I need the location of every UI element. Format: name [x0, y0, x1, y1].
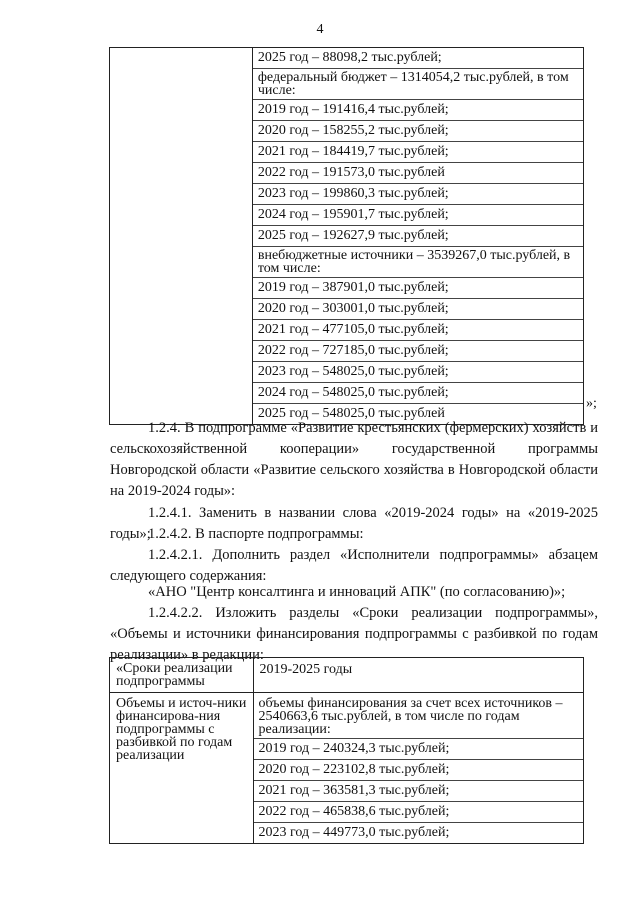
table-line: 2023 год – 548025,0 тыс.рублей;: [253, 362, 583, 383]
paragraph-1-2-4-2-1: 1.2.4.2.1. Дополнить раздел «Исполнители подпрограммы» абзацем следующего содержания:: [110, 547, 598, 584]
table-line: 2023 год – 449773,0 тыс.рублей;: [258, 825, 450, 840]
table-line: 2020 год – 158255,2 тыс.рублей;: [253, 121, 583, 142]
timeframe-label: «Сроки реализации подпрограммы: [116, 661, 233, 689]
timeframe-value: 2019-2025 годы: [259, 662, 353, 677]
paragraph-1-2-4-2-2: 1.2.4.2.2. Изложить разделы «Сроки реализации подпрограммы», «Объемы и источники финансирования подпрограммы с разбивкой по годам реализации» в редакции:: [110, 605, 598, 663]
table-line: 2021 год – 477105,0 тыс.рублей;: [253, 320, 583, 341]
subprogram-passport-table: [109, 657, 584, 844]
paragraph-quote: «АНО "Центр консалтинга и инноваций АПК" (по согласованию)»;: [148, 584, 566, 600]
table-line: федеральный бюджет – 1314054,2 тыс.рублей, в том числе:: [253, 69, 583, 100]
funding-label-cell: [110, 693, 254, 844]
funding-lines-cell: [252, 48, 583, 425]
timeframe-label-cell: [110, 658, 254, 693]
funding-table-continuation: [109, 47, 584, 425]
table-line: 2024 год – 195901,7 тыс.рублей;: [253, 205, 583, 226]
table-line: внебюджетные источники – 3539267,0 тыс.рублей, в том числе:: [253, 247, 583, 278]
page-number: 4: [316, 22, 324, 37]
table-line: 2019 год – 191416,4 тыс.рублей;: [253, 100, 583, 121]
table-line: 2021 год – 184419,7 тыс.рублей;: [253, 142, 583, 163]
table-line: 2022 год – 727185,0 тыс.рублей;: [253, 341, 583, 362]
table-line: 2022 год – 191573,0 тыс.рублей: [253, 163, 583, 184]
funding-values-cell: [253, 693, 584, 844]
table-line: 2019 год – 240324,3 тыс.рублей;: [254, 739, 584, 760]
paragraph-1-2-4-2: 1.2.4.2. В паспорте подпрограммы:: [148, 526, 364, 542]
table-line: 2021 год – 363581,3 тыс.рублей;: [254, 781, 584, 802]
paragraph-1-2-4: 1.2.4. В подпрограмме «Развитие крестьянских (фермерских) хозяйств и сельскохозяйственной кооперации» государственной программы Новгородской области «Развитие сельского хозяйства в Новгородской области на 2019-2024 годы»:: [110, 420, 598, 499]
table-line: 2024 год – 548025,0 тыс.рублей;: [253, 383, 583, 404]
table-line: 2025 год – 548025,0 тыс.рублей: [257, 406, 445, 421]
funding-label: Объемы и источ-ники финансирова-ния подпрограммы с разбивкой по годам реализации: [116, 696, 247, 763]
closing-quote: »;: [586, 396, 597, 411]
table-line: 2020 год – 303001,0 тыс.рублей;: [253, 299, 583, 320]
table-line: 2022 год – 465838,6 тыс.рублей;: [254, 802, 584, 823]
paragraph-1-2-4-1: 1.2.4.1. Заменить в названии слова «2019-2024 годы» на «2019-2025 годы»;: [110, 505, 598, 542]
table-empty-cell: [110, 48, 253, 425]
table-line: 2020 год – 223102,8 тыс.рублей;: [254, 760, 584, 781]
timeframe-value-cell: [253, 658, 584, 693]
table-line: 2025 год – 192627,9 тыс.рублей;: [253, 226, 583, 247]
table-line: 2019 год – 387901,0 тыс.рублей;: [253, 278, 583, 299]
table-line: 2025 год – 88098,2 тыс.рублей;: [253, 48, 583, 69]
table-line: 2023 год – 199860,3 тыс.рублей;: [253, 184, 583, 205]
table-line: объемы финансирования за счет всех источников – 2540663,6 тыс.рублей, в том числе по годам реализации:: [254, 693, 584, 739]
